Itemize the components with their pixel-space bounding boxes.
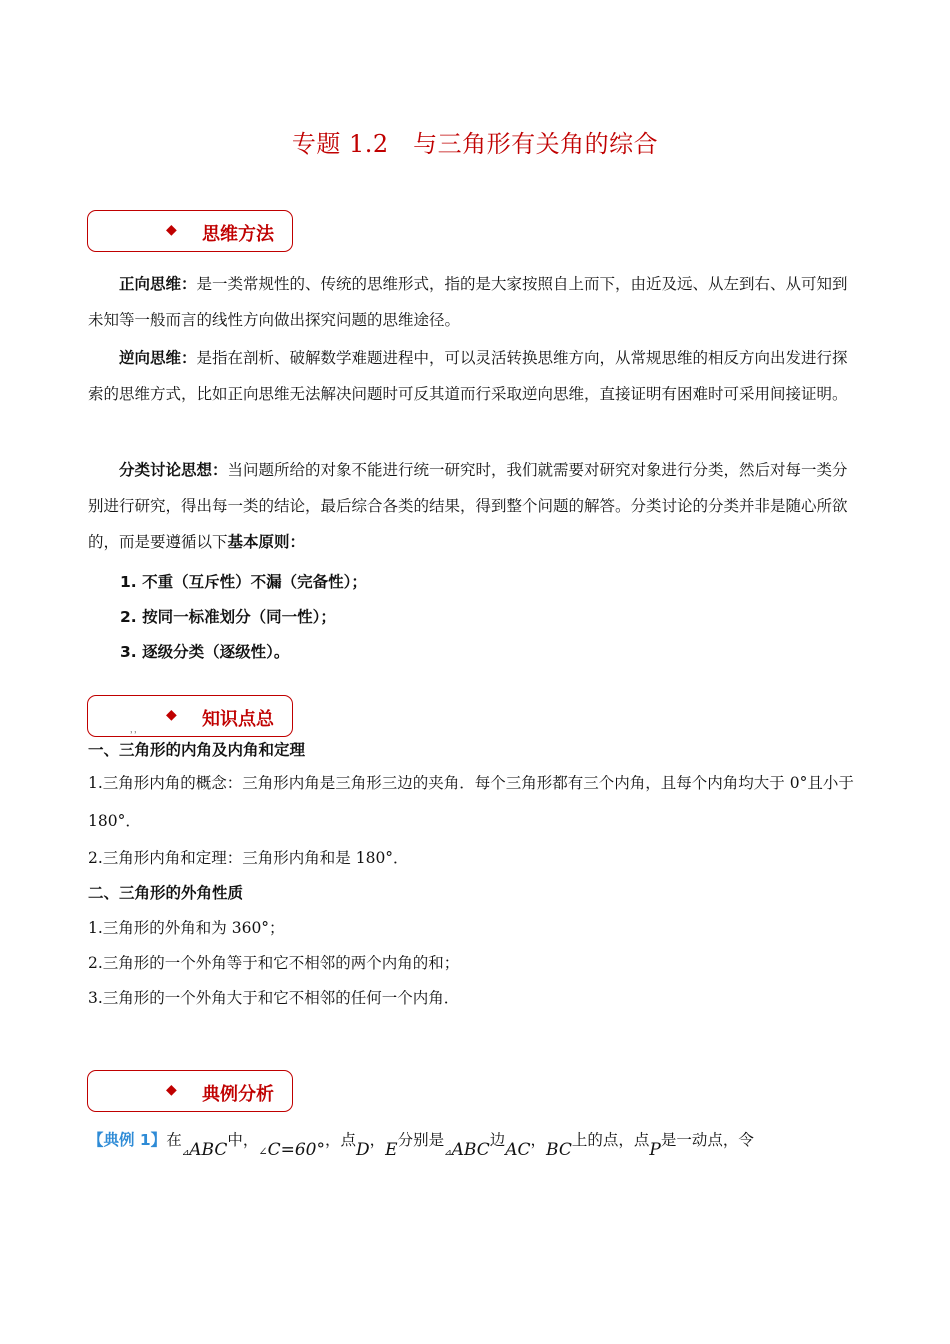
example-text: ， bbox=[530, 1131, 547, 1149]
math-bc: BC bbox=[546, 1140, 572, 1160]
example-text: 上的点，点 bbox=[571, 1131, 650, 1149]
term-label: 基本原则： bbox=[227, 533, 306, 551]
diamond-icon: ◆ bbox=[166, 707, 177, 723]
knowledge-heading: 一、三角形的内角及内角和定理 bbox=[88, 741, 306, 759]
example-tag: 【典例 1】 bbox=[88, 1131, 167, 1149]
math-p: P bbox=[649, 1140, 661, 1160]
knowledge-item: 2.三角形内角和定理：三角形内角和是 180°． bbox=[88, 849, 409, 867]
section-header-examples bbox=[87, 1070, 293, 1112]
math-ac: AC bbox=[505, 1140, 531, 1160]
term-label: 分类讨论思想： bbox=[119, 461, 228, 479]
example-text: 分别是 bbox=[397, 1131, 445, 1149]
paragraph-text: 是一类常规性的、传统的思维形式，指的是大家按照自上而下，由近及远、从左到右、从可知到未知等一般而言的线性方向做出探究问题的思维途径。 bbox=[88, 275, 848, 329]
paragraph-text: 是指在剖析、破解数学难题进程中，可以灵活转换思维方向，从常规思维的相反方向出发进行探索的思维方式，比如正向思维无法解决问题时可反其道而行采取逆向思维，直接证明有困难时可采用间接证明。 bbox=[88, 349, 848, 403]
knowledge-item: 3.三角形的一个外角大于和它不相邻的任何一个内角． bbox=[88, 989, 460, 1007]
knowledge-heading: 二、三角形的外角性质 bbox=[88, 884, 244, 902]
section-label: 知识点总 bbox=[202, 709, 274, 730]
example-text: ， bbox=[369, 1131, 386, 1149]
knowledge-item: 1.三角形的外角和为 360°； bbox=[88, 919, 285, 937]
example-text: 边 bbox=[489, 1131, 506, 1149]
math-abc: ABC bbox=[451, 1140, 490, 1160]
section-header-thinking-methods bbox=[87, 210, 293, 252]
paragraph-text: 当问题所给的对象不能进行统一研究时，我们就需要对研究对象进行分类，然后对每一类分别进行研究，得出每一类的结论，最后综合各类的结果，得到整个问题的解答。分类讨论的分类并非是随心所欲的，而是要遵循以下 bbox=[88, 461, 848, 551]
diamond-icon: ◆ bbox=[166, 222, 177, 238]
page-title: 专题 1.2 与三角形有关角的综合 bbox=[291, 130, 659, 158]
example-text: 中， bbox=[227, 1131, 259, 1149]
example-text: ，点 bbox=[324, 1131, 356, 1149]
term-label: 正向思维： bbox=[119, 275, 197, 293]
paragraph-reverse-thinking bbox=[88, 340, 863, 412]
triangle-symbol: ⊿ bbox=[181, 1148, 190, 1158]
triangle-symbol: ⊿ bbox=[444, 1148, 452, 1158]
diamond-icon: ◆ bbox=[166, 1082, 177, 1098]
math-angle-c: C=60° bbox=[267, 1140, 325, 1160]
example-text: 是一动点，令 bbox=[660, 1131, 754, 1149]
rule-item: 2. 按同一标准划分（同一性）； bbox=[120, 608, 336, 626]
section-label: 思维方法 bbox=[202, 224, 274, 245]
stray-mark: ，， bbox=[130, 725, 142, 734]
section-header-knowledge bbox=[87, 695, 293, 737]
math-d: D bbox=[355, 1140, 370, 1160]
rule-item: 3. 逐级分类（逐级性）。 bbox=[120, 643, 290, 661]
section-label: 典例分析 bbox=[202, 1084, 274, 1105]
paragraph-forward-thinking bbox=[88, 266, 863, 338]
knowledge-item: 2.三角形的一个外角等于和它不相邻的两个内角的和； bbox=[88, 954, 460, 972]
term-label: 逆向思维： bbox=[119, 349, 197, 367]
math-e: E bbox=[385, 1140, 398, 1160]
paragraph-classification bbox=[88, 452, 863, 560]
angle-symbol: ∠ bbox=[258, 1145, 268, 1158]
example-text: 在 bbox=[166, 1131, 182, 1149]
knowledge-item: 1.三角形内角的概念：三角形内角是三角形三边的夹角．每个三角形都有三个内角，且每个内角均大于 0°且小于 180°． bbox=[88, 774, 854, 830]
math-abc: ABC bbox=[189, 1140, 228, 1160]
example-1 bbox=[88, 1128, 754, 1160]
rule-item: 1. 不重（互斥性）不漏（完备性）； bbox=[120, 573, 367, 591]
